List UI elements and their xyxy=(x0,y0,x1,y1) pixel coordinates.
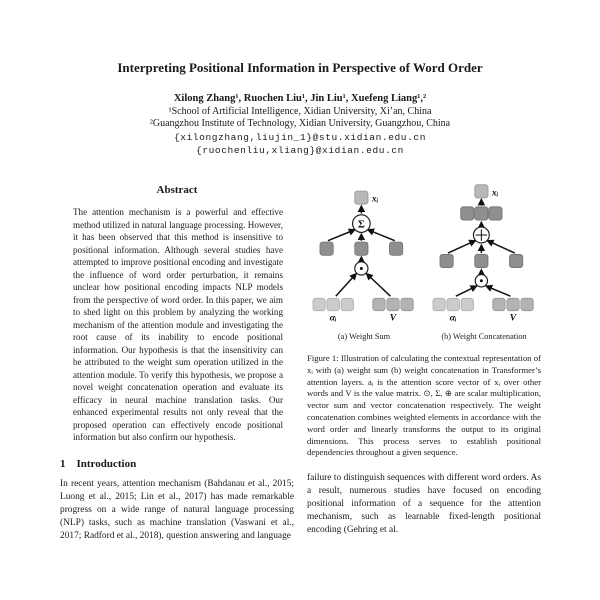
weight-sum-svg xyxy=(311,184,417,323)
subcaption-b: (b) Weight Concatenation xyxy=(441,332,527,341)
affiliation-1: ¹School of Artificial Intelligence, Xidian University, Xi’an, China xyxy=(168,105,432,117)
output-square xyxy=(355,191,368,204)
arrow-alpha-to-mult xyxy=(456,286,477,296)
authors-line: Xilong Zhang¹, Ruochen Liu¹, Jin Liu¹, Xuefeng Liang¹,² xyxy=(173,93,427,104)
diagram-weight-sum xyxy=(311,184,417,341)
alpha-square xyxy=(461,298,473,310)
email-line-2: {ruochenliu,xliang}@xidian.edu.cn xyxy=(196,145,404,156)
concat-square xyxy=(461,207,474,220)
two-column-body xyxy=(0,156,600,543)
alpha-square xyxy=(341,298,353,310)
value-square xyxy=(387,298,399,310)
alpha-square xyxy=(433,298,445,310)
abstract-text: The attention mechanism is a powerful and effective method utilized in natural language processing. However, it has been observed that this method is insensitive to positional information. Although several studies have attempted to improve positional encoding and investigate the influence of word order perturbation, it remains unclear how positional encoding impacts NLP models from the perspective of word order. In this paper, we aim to shed light on this problem by analyzing the working mechanism of the attention module and investigating the root cause of its inability to encode positional information. Our hypothesis is that the insensitivity can be attributed to the weight sum operation utilized in the attention module. To verify this hypothesis, we propose a novel weight concatenation operation and evaluate its efficacy in neural machine translation tasks. Our enhanced experimental results not only reveal that the proposed operation can effectively encode positional information but also confirm our hypothesis. xyxy=(73,207,283,442)
alpha-square xyxy=(313,298,325,310)
paper-header xyxy=(0,0,600,156)
alpha-label: αᵢ xyxy=(329,312,337,323)
arrow-value-to-mult xyxy=(367,274,391,296)
output-label: xᵢ xyxy=(491,187,499,199)
section-number: 1 xyxy=(60,457,66,470)
arrow-weighted-to-concat xyxy=(448,241,475,253)
figure-1 xyxy=(307,184,541,459)
weighted-square xyxy=(475,254,488,267)
value-label: V xyxy=(389,312,397,323)
weighted-square xyxy=(355,242,368,255)
diagram-weight-concatenation xyxy=(431,184,537,341)
weighted-square xyxy=(390,242,403,255)
arrow-weighted-to-sum xyxy=(368,230,395,241)
figure-diagrams xyxy=(307,184,541,341)
alpha-label: αᵢ xyxy=(449,312,457,323)
right-column-text: failure to distinguish sequences with different word orders. As a result, numerous studies have focused on encoding positional information of a sequence for the attention mechanism, such as learnable fixed-length positional encoding (Gehring et al. xyxy=(307,473,541,536)
figure-1-caption: Figure 1: Illustration of calculating the contextual representation of xᵢ with (a) weight sum (b) weight concatenation in Transformer’s attention layers. aᵢ is the attention score vector of xᵢ over other words and V is the value matrix. ⊙, Σ, ⊕ are scalar multiplication, vector sum and vector concatenation respectively. The weight concatenation combines weighted elements in accordance with the word order and linearly transforms the output to its original dimensions. This process serves to establish positional dependencies throughout a given sequence. xyxy=(307,353,541,458)
alpha-square xyxy=(447,298,459,310)
email-line-1: {xilongzhang,liujin_1}@stu.xidian.edu.cn xyxy=(173,131,427,143)
value-label: V xyxy=(509,312,517,323)
section-title: Introduction xyxy=(76,457,137,470)
right-column xyxy=(307,181,541,543)
paper-title: Interpreting Positional Information in Perspective of Word Order xyxy=(117,60,483,75)
concat-square xyxy=(489,207,502,220)
concat-square xyxy=(475,207,488,220)
arrow-value-to-mult xyxy=(486,286,510,296)
arrow-weighted-to-sum xyxy=(328,230,355,241)
value-square xyxy=(493,298,505,310)
dot-symbol xyxy=(480,279,483,282)
value-square xyxy=(521,298,533,310)
output-label: xᵢ xyxy=(371,193,379,205)
weighted-square xyxy=(510,254,523,267)
weighted-square xyxy=(440,254,453,267)
section-1-heading xyxy=(60,458,294,470)
left-column xyxy=(60,181,294,543)
weight-concatenation-svg xyxy=(431,184,537,323)
affiliation-2: ²Guangzhou Institute of Technology, Xidian University, Guangzhou, China xyxy=(149,118,451,129)
dot-symbol xyxy=(360,267,363,270)
value-square xyxy=(401,298,413,310)
abstract-heading: Abstract xyxy=(156,184,198,196)
arrow-weighted-to-concat xyxy=(488,241,515,253)
sigma-symbol: Σ xyxy=(357,219,365,231)
alpha-square xyxy=(327,298,339,310)
weighted-square xyxy=(320,242,333,255)
introduction-text: In recent years, attention mechanism (Bahdanau et al., 2015; Luong et al., 2015; Lin et al., 2017) has made remarkable progress on a wide range of natural language processing (NLP) tasks, such as machine translation (Vaswani et al., 2017; Radford et al., 2018), question answering and language xyxy=(60,478,294,541)
value-square xyxy=(373,298,385,310)
subcaption-a: (a) Weight Sum xyxy=(337,332,391,341)
output-square xyxy=(475,185,488,198)
arrow-alpha-to-mult xyxy=(336,274,356,296)
value-square xyxy=(507,298,519,310)
